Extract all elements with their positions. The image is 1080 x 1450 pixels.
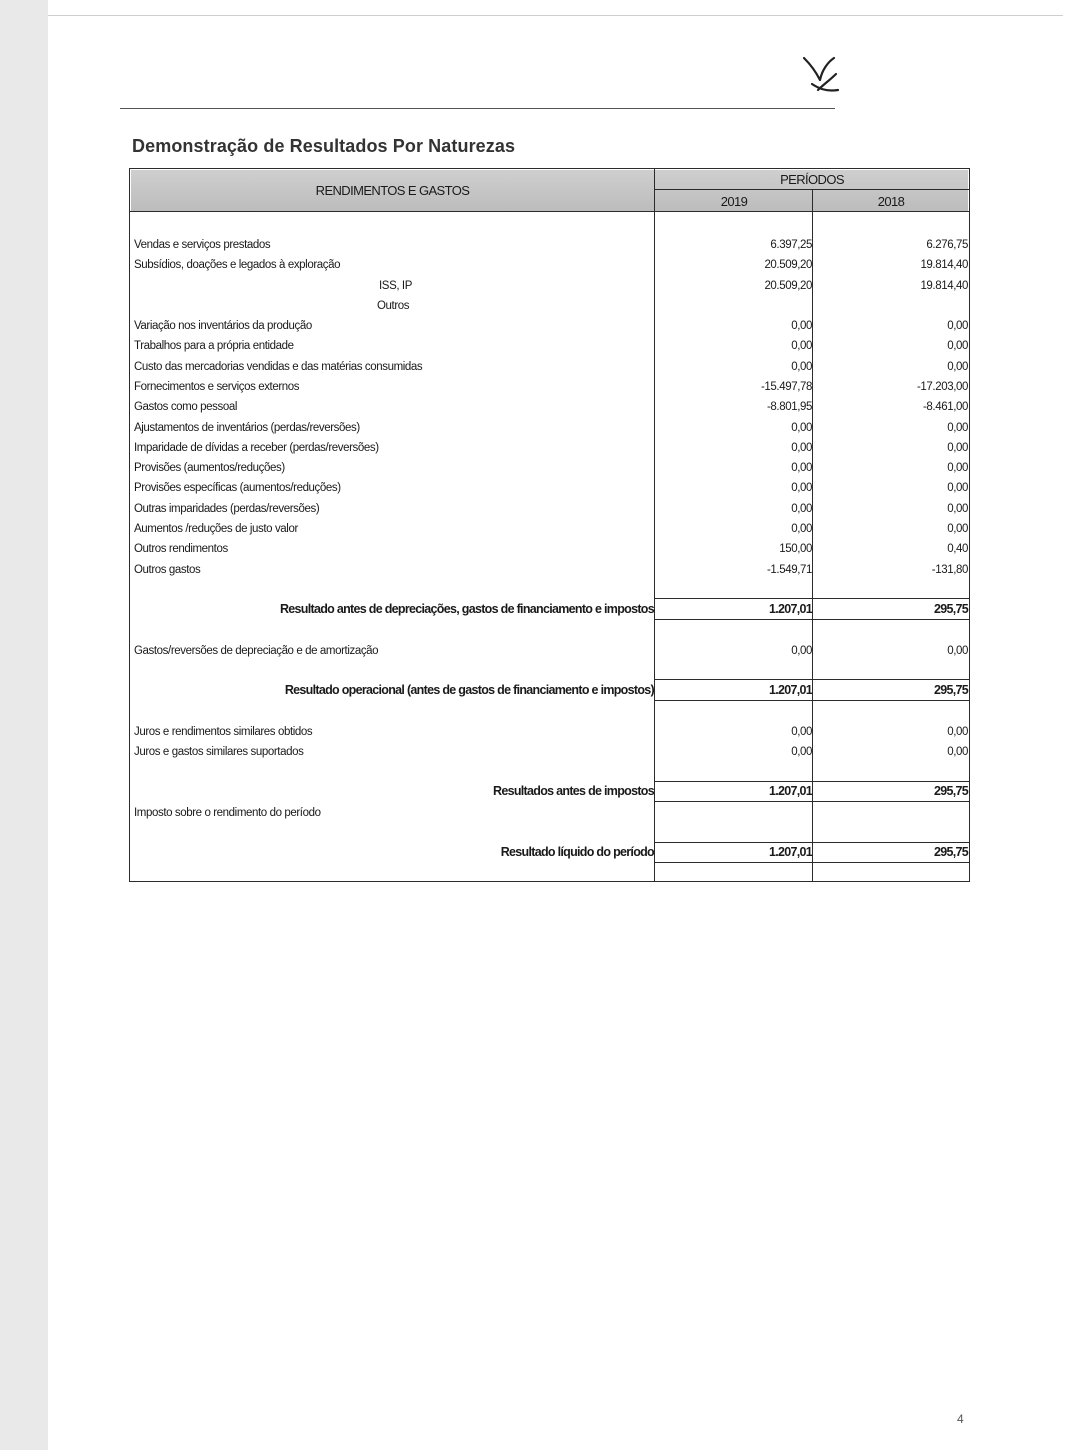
periods-header: PERÍODOS: [780, 172, 844, 187]
row-value-2018: 0,00: [947, 442, 968, 454]
interest-income-label: Juros e rendimentos similares obtidos: [134, 726, 313, 738]
net-bottom-rule: [655, 862, 969, 863]
col-divider-years: [812, 190, 813, 881]
row-label: Gastos como pessoal: [134, 401, 237, 413]
year-header-2018: 2018: [877, 194, 905, 209]
row-value-2018: 19.814,40: [920, 280, 968, 292]
column-header-label: RENDIMENTOS E GASTOS: [315, 183, 470, 198]
operating-value-2018: 295,75: [933, 683, 968, 697]
page-number: 4: [957, 1412, 964, 1426]
depreciation-label: Gastos/reversões de depreciação e de amortização: [134, 645, 379, 657]
interest-expense-value-2019: 0,00: [791, 746, 812, 758]
year-header-2019: 2019: [720, 194, 748, 209]
row-value-2018: 0,00: [947, 422, 968, 434]
ebitda-top-rule: [655, 598, 969, 599]
operating-value-2019: 1.207,01: [768, 683, 812, 697]
row-label: Provisões (aumentos/reduções): [134, 462, 285, 474]
row-value-2019: -1.549,71: [767, 564, 812, 576]
periods-divider: [655, 189, 969, 190]
pretax-value-2018: 295,75: [933, 784, 968, 798]
signature-mark: [798, 50, 844, 98]
net-value-2019: 1.207,01: [768, 845, 812, 859]
row-label: Provisões específicas (aumentos/reduções): [134, 482, 341, 494]
row-value-2018: 0,00: [947, 462, 968, 474]
row-label: Subsídios, doações e legados à exploração: [134, 259, 341, 271]
operating-bottom-rule: [655, 700, 969, 701]
net-top-rule: [655, 842, 969, 843]
row-value-2018: 0,00: [947, 523, 968, 535]
depreciation-value-2019: 0,00: [791, 645, 812, 657]
ebitda-value-2019: 1.207,01: [768, 602, 812, 616]
row-label: Outras imparidades (perdas/reversões): [134, 503, 320, 515]
signature-line: [120, 108, 835, 109]
operating-top-rule: [655, 679, 969, 680]
row-value-2019: 0,00: [791, 320, 812, 332]
row-value-2018: 0,40: [947, 543, 968, 555]
ebitda-bottom-rule: [655, 619, 969, 620]
row-value-2019: 0,00: [791, 503, 812, 515]
row-value-2018: -8.461,00: [923, 401, 968, 413]
row-label: Outros: [377, 300, 410, 312]
row-value-2019: 6.397,25: [770, 239, 812, 251]
row-label: Trabalhos para a própria entidade: [134, 340, 294, 352]
top-rule: [48, 15, 1063, 16]
row-value-2018: 0,00: [947, 482, 968, 494]
row-value-2018: 0,00: [947, 361, 968, 373]
row-value-2018: 0,00: [947, 320, 968, 332]
row-value-2018: 0,00: [947, 503, 968, 515]
row-label: Ajustamentos de inventários (perdas/reversões): [134, 422, 360, 434]
row-value-2018: 19.814,40: [920, 259, 968, 271]
row-value-2019: 0,00: [791, 422, 812, 434]
pretax-top-rule: [655, 781, 969, 782]
row-label: Custo das mercadorias vendidas e das matérias consumidas: [134, 361, 423, 373]
row-label: Variação nos inventários da produção: [134, 320, 312, 332]
ebitda-value-2018: 295,75: [933, 602, 968, 616]
row-value-2019: -15.497,78: [761, 381, 812, 393]
col-divider-label: [654, 169, 655, 881]
row-label: ISS, IP: [379, 280, 412, 292]
interest-expense-value-2018: 0,00: [947, 746, 968, 758]
pretax-result-label: Resultados antes de impostos: [493, 784, 654, 798]
row-label: Outros rendimentos: [134, 543, 228, 555]
row-label: Aumentos /reduções de justo valor: [134, 523, 298, 535]
row-value-2018: 0,00: [947, 340, 968, 352]
row-value-2019: 0,00: [791, 462, 812, 474]
row-value-2019: 0,00: [791, 523, 812, 535]
header-bottom-rule: [130, 211, 969, 212]
row-value-2019: 20.509,20: [764, 259, 812, 271]
row-value-2019: 0,00: [791, 442, 812, 454]
interest-income-value-2018: 0,00: [947, 726, 968, 738]
interest-expense-label: Juros e gastos similares suportados: [134, 746, 304, 758]
row-value-2019: 0,00: [791, 482, 812, 494]
row-value-2019: 0,00: [791, 361, 812, 373]
row-label: Outros gastos: [134, 564, 201, 576]
interest-income-value-2019: 0,00: [791, 726, 812, 738]
row-label: Fornecimentos e serviços externos: [134, 381, 300, 393]
row-label: Imparidade de dívidas a receber (perdas/reversões): [134, 442, 379, 454]
depreciation-value-2018: 0,00: [947, 645, 968, 657]
row-value-2018: 6.276,75: [926, 239, 968, 251]
pretax-value-2019: 1.207,01: [768, 784, 812, 798]
row-value-2019: -8.801,95: [767, 401, 812, 413]
row-value-2019: 20.509,20: [764, 280, 812, 292]
ebitda-label: Resultado antes de depreciações, gastos de financiamento e impostos: [279, 602, 654, 616]
row-value-2018: -131,80: [931, 564, 968, 576]
net-value-2018: 295,75: [933, 845, 968, 859]
income-tax-label: Imposto sobre o rendimento do período: [134, 807, 321, 819]
row-label: Vendas e serviços prestados: [134, 239, 271, 251]
operating-result-label: Resultado operacional (antes de gastos de financiamento e impostos): [284, 683, 654, 697]
row-value-2019: 150,00: [779, 543, 812, 555]
row-value-2018: -17.203,00: [917, 381, 968, 393]
pretax-bottom-rule: [655, 801, 969, 802]
row-value-2019: 0,00: [791, 340, 812, 352]
net-result-label: Resultado líquido do período: [500, 845, 654, 859]
page-title: Demonstração de Resultados Por Naturezas: [132, 136, 516, 156]
